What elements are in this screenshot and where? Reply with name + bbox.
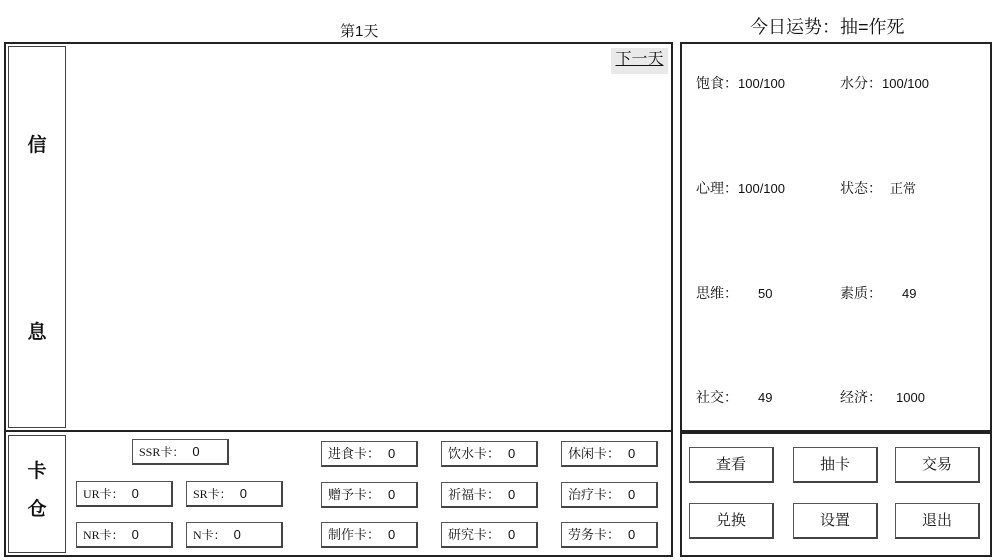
stats-panel <box>680 42 992 432</box>
card-ssr-count: 0 <box>192 444 200 459</box>
card-research <box>441 522 538 548</box>
card-research-count: 0 <box>508 527 516 542</box>
view-button[interactable]: 查看 <box>689 447 774 483</box>
daily-fortune: 今日运势：抽=作死 <box>750 17 905 37</box>
stat-condition-label: 状态： <box>840 180 882 196</box>
card-labor <box>561 522 658 548</box>
stat-satiety-label: 饱食： <box>696 75 738 91</box>
draw-card-button[interactable]: 抽卡 <box>793 447 878 483</box>
stat-mental-label: 心理： <box>696 180 738 196</box>
card-eat-label: 进食卡： <box>328 446 381 461</box>
stat-social-value: 49 <box>758 390 773 405</box>
stat-thinking-value: 50 <box>758 286 773 301</box>
stat-social <box>696 387 772 407</box>
card-craft-label: 制作卡： <box>328 527 381 542</box>
card-craft-count: 0 <box>388 527 396 542</box>
stat-fitness-value: 49 <box>902 286 917 301</box>
card-heal-count: 0 <box>628 487 636 502</box>
card-n <box>186 522 283 548</box>
info-log-area <box>68 46 669 428</box>
card-heal <box>561 482 658 508</box>
card-research-label: 研究卡： <box>448 527 501 542</box>
stat-economy-value: 1000 <box>896 390 925 405</box>
info-side-label <box>8 46 66 428</box>
card-labor-count: 0 <box>628 527 636 542</box>
card-eat-count: 0 <box>388 446 396 461</box>
stat-mental-value: 100/100 <box>738 181 785 196</box>
stat-condition <box>840 178 916 198</box>
card-heal-label: 治疗卡： <box>568 487 621 502</box>
warehouse-label-char-2: 仓 <box>27 499 47 520</box>
stat-fitness <box>840 283 916 303</box>
next-day-button[interactable]: 下一天 <box>611 48 668 74</box>
card-gift-label: 赠予卡： <box>328 487 381 502</box>
stat-social-label: 社交： <box>696 389 738 405</box>
card-gift <box>321 482 418 508</box>
stat-mental <box>696 178 785 198</box>
settings-button[interactable]: 设置 <box>793 503 878 539</box>
day-title: 第1天 <box>340 23 379 40</box>
card-n-count: 0 <box>233 527 241 542</box>
card-ur-count: 0 <box>131 486 139 501</box>
exit-button[interactable]: 退出 <box>895 503 980 539</box>
card-leisure <box>561 441 658 467</box>
warehouse-side-label <box>8 435 66 553</box>
card-nr-label: NR卡： <box>83 528 124 542</box>
stat-economy <box>840 387 925 407</box>
card-ssr <box>132 439 229 465</box>
card-n-label: N卡： <box>193 528 226 542</box>
info-label-char-1: 信 <box>27 135 47 156</box>
card-drink-label: 饮水卡： <box>448 446 501 461</box>
card-gift-count: 0 <box>388 487 396 502</box>
card-nr <box>76 522 173 548</box>
card-labor-label: 劳务卡： <box>568 527 621 542</box>
card-bless-label: 祈福卡： <box>448 487 501 502</box>
card-ur <box>76 481 173 507</box>
stat-hydration <box>840 73 929 93</box>
stat-satiety-value: 100/100 <box>738 76 785 91</box>
card-sr-count: 0 <box>239 486 247 501</box>
exchange-button[interactable]: 兑换 <box>689 503 774 539</box>
stat-fitness-label: 素质： <box>840 285 882 301</box>
stat-economy-label: 经济： <box>840 389 882 405</box>
card-sr <box>186 481 283 507</box>
card-sr-label: SR卡： <box>193 487 232 501</box>
card-eat <box>321 441 418 467</box>
card-leisure-count: 0 <box>628 446 636 461</box>
stat-hydration-value: 100/100 <box>882 76 929 91</box>
card-leisure-label: 休闲卡： <box>568 446 621 461</box>
card-drink <box>441 441 538 467</box>
stat-thinking <box>696 283 772 303</box>
card-bless <box>441 482 538 508</box>
card-ur-label: UR卡： <box>83 487 124 501</box>
stat-hydration-label: 水分： <box>840 75 882 91</box>
card-ssr-label: SSR卡： <box>139 445 185 459</box>
card-bless-count: 0 <box>508 487 516 502</box>
trade-button[interactable]: 交易 <box>895 447 980 483</box>
panel-divider <box>4 430 673 432</box>
stat-satiety <box>696 73 785 93</box>
card-drink-count: 0 <box>508 446 516 461</box>
warehouse-label-char-1: 卡 <box>27 461 47 482</box>
info-label-char-2: 息 <box>27 322 47 343</box>
stat-condition-value: 正常 <box>890 181 917 196</box>
card-craft <box>321 522 418 548</box>
card-nr-count: 0 <box>131 527 139 542</box>
stat-thinking-label: 思维： <box>696 285 738 301</box>
